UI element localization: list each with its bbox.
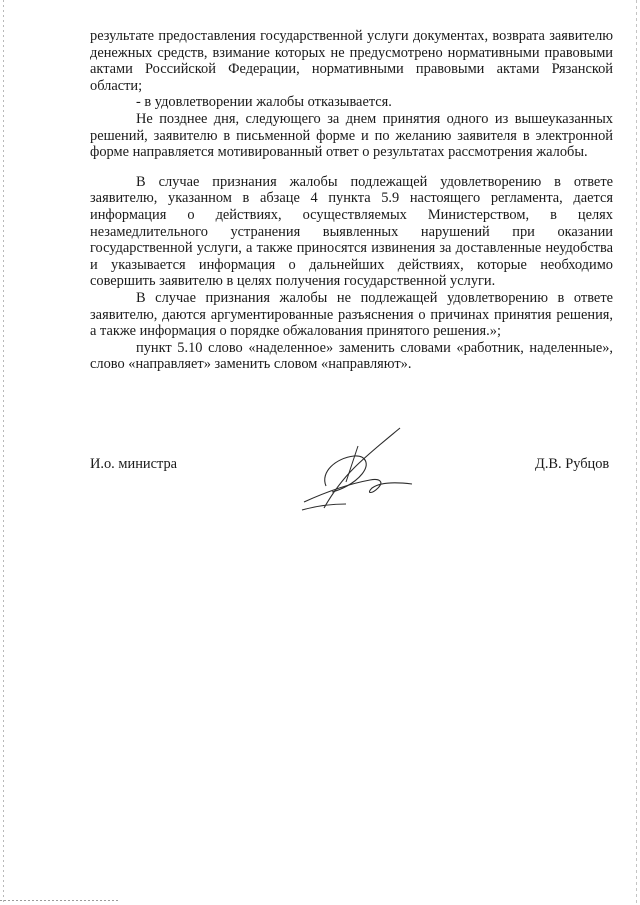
signer-name: Д.В. Рубцов — [535, 456, 610, 472]
paragraph-complaint-satisfied: В случае признания жалобы подлежащей удовлетворению в ответе заявителю, указанном в абзаце 4 пункта 5.9 настоящего регламента, дается информация о действиях, осуществляемых Министерством, в целях незамедлительного устранения выявленных нарушений при оказании государственной услуги, а также приносятся извинения за доставленные неудобства и указывается информация о дальнейших действиях, которые необходимо совершить заявителю в целях получения государственной услуги. — [90, 173, 613, 290]
paragraph-complaint-rejected: В случае признания жалобы не подлежащей удовлетворению в ответе заявителю, даются аргументированные разъяснения о причинах принятия решения, а также информация о порядке обжалования принятого решения.»; — [90, 289, 613, 340]
scan-edge-left — [3, 0, 4, 905]
scan-edge-right — [636, 0, 637, 905]
handwritten-signature — [296, 424, 416, 520]
signer-position: И.о. министра — [90, 456, 178, 472]
paragraph-continuation: результате предоставления государственной услуги документах, возврата заявителю денежных средств, взимание которых не предусмотрено нормативными правовыми актами Российской Федерации, нормативными правовыми актами Рязанской области; — [90, 28, 613, 94]
paragraph-response-deadline: Не позднее дня, следующего за днем принятия одного из вышеуказанных решений, заявителю в письменной форме и по желанию заявителя в электронной форме направляется мотивированный ответ о результатах рассмотрения жалобы. — [90, 110, 613, 161]
scan-edge-bottom — [0, 900, 120, 901]
paragraph-refusal-item: - в удовлетворении жалобы отказывается. — [136, 94, 392, 111]
document-body — [90, 28, 613, 373]
paragraph-amendment-5-10: пункт 5.10 слово «наделенное» заменить словами «работник, наделенные», слово «направляет» заменить словом «направляют». — [90, 339, 613, 373]
